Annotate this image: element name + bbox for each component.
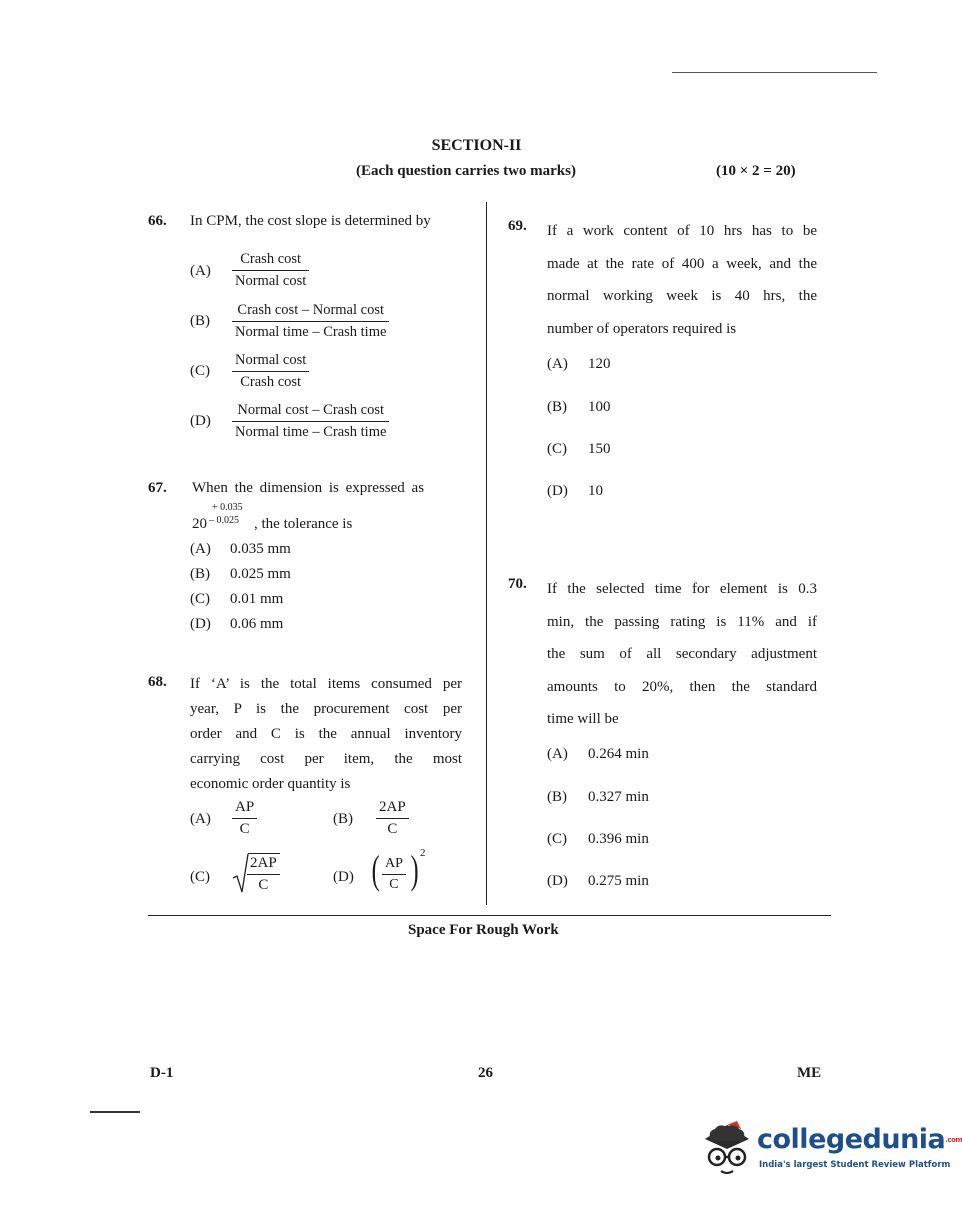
q68-text-line: If ‘A’ is the total items consumed per [190,676,462,692]
q67-option-b-value: 0.025 mm [230,566,291,582]
q68-option-d-open-paren: ( [371,847,380,892]
mascot-icon [697,1117,757,1179]
q67-option-a-label: (A) [190,541,211,557]
q70-option-c-label: (C) [547,831,567,847]
rough-work-label: Space For Rough Work [408,922,559,938]
q68-text-line: carrying cost per item, the most [190,751,462,767]
q68-option-c-label: (C) [190,869,210,885]
footer-subject: ME [797,1065,822,1081]
q67-text-tail: , the tolerance is [254,516,353,532]
q68-option-d-numerator: AP [382,856,406,875]
q66-option-b-numerator: Crash cost – Normal cost [232,302,389,322]
q70-text-line: the sum of all secondary adjustment [547,646,817,662]
q69-option-b-label: (B) [547,399,567,415]
q67-option-c-value: 0.01 mm [230,591,284,607]
q66-option-d-numerator: Normal cost – Crash cost [232,402,389,422]
q67-option-a-value: 0.035 mm [230,541,291,557]
q69-option-b-value: 100 [588,399,611,415]
collegedunia-logo [697,1117,962,1187]
q68-option-b-denominator: C [387,821,398,837]
logo-tagline: India's largest Student Review Platform [759,1160,951,1170]
q70-option-a-value: 0.264 min [588,746,649,762]
q67-dimension-expression [192,502,462,536]
q68-option-a-fraction [232,799,257,838]
q69-text [547,215,817,345]
q68-number: 68. [148,674,167,690]
q68-text-line: order and C is the annual inventory [190,726,462,742]
q66-option-c-fraction [232,352,309,391]
q69-text-line: number of operators required is [547,320,737,337]
q70-number: 70. [508,576,527,592]
q66-option-a-denominator: Normal cost [235,273,307,289]
q66-option-d-fraction [232,402,389,441]
q68-text-line: year, P is the procurement cost per [190,701,462,717]
rough-work-divider [148,915,831,916]
q68-option-d-exponent: 2 [420,847,426,859]
page-number: 26 [478,1065,493,1081]
q67-number: 67. [148,480,167,496]
q66-option-b-fraction [232,302,389,341]
column-divider [486,202,487,905]
q68-option-c-radical-bar [248,853,280,854]
q70-text-line: amounts to 20%, then the standard [547,678,817,695]
q70-text [547,573,817,736]
q68-text-line: economic order quantity is [190,776,351,792]
q70-option-b-label: (B) [547,789,567,805]
scan-artifact-line [672,72,877,73]
q70-text-line: If the selected time for element is 0.3 [547,581,817,597]
section-marks: (10 × 2 = 20) [716,163,796,179]
q67-option-d-value: 0.06 mm [230,616,284,632]
q69-option-d-value: 10 [588,483,603,499]
q70-option-d-value: 0.275 min [588,873,649,889]
logo-name: collegedunia [757,1124,946,1155]
q68-option-d-close-paren: ) [410,847,419,892]
q67-upper-deviation: + 0.035 [212,502,243,513]
section-title: SECTION-II [431,137,522,154]
section-subtitle: (Each question carries two marks) [356,163,576,179]
q67-option-b-label: (B) [190,566,210,582]
logo-suffix: .com [945,1136,962,1144]
q69-text-line: normal working week is 40 hrs, the [547,288,817,304]
q70-text-line: time will be [547,711,619,727]
q68-option-b-fraction [376,799,409,838]
q68-option-a-numerator: AP [232,799,257,819]
q69-option-c-value: 150 [588,441,611,457]
q66-option-b-label: (B) [190,313,210,329]
q66-option-c-numerator: Normal cost [232,352,309,372]
q66-text: In CPM, the cost slope is determined by [190,213,431,229]
q68-option-a-label: (A) [190,811,211,827]
q69-text-line: made at the rate of 400 a week, and the [547,255,817,272]
q66-option-a-numerator: Crash cost [232,251,309,271]
q67-lower-deviation: – 0.025 [209,515,239,526]
q68-option-b-label: (B) [333,811,353,827]
q70-option-b-value: 0.327 min [588,789,649,805]
scan-artifact-mark [90,1111,140,1113]
q68-option-c-numerator: 2AP [247,855,280,875]
q70-text-line: min, the passing rating is 11% and if [547,613,817,630]
q66-option-d-denominator: Normal time – Crash time [235,424,387,440]
q68-option-d-fraction [382,856,406,893]
q69-option-a-value: 120 [588,356,611,372]
q68-option-d-label: (D) [333,869,354,885]
q68-text [190,672,462,797]
q66-option-c-label: (C) [190,363,210,379]
q66-number: 66. [148,213,167,229]
q69-text-line: If a work content of 10 hrs has to be [547,223,817,239]
q67-option-c-label: (C) [190,591,210,607]
q69-option-c-label: (C) [547,441,567,457]
q68-option-a-denominator: C [239,821,250,837]
q70-option-a-label: (A) [547,746,568,762]
q69-option-a-label: (A) [547,356,568,372]
q67-base-dimension: 20 [192,516,207,532]
q68-option-d-denominator: C [389,877,399,892]
q67-option-d-label: (D) [190,616,211,632]
footer-code: D-1 [150,1065,174,1081]
q66-option-d-label: (D) [190,413,211,429]
q70-option-d-label: (D) [547,873,568,889]
q66-option-a-fraction [232,251,309,290]
logo-wordmark [757,1125,962,1155]
q66-option-a-label: (A) [190,263,211,279]
q69-number: 69. [508,218,527,234]
q69-option-d-label: (D) [547,483,568,499]
q66-option-b-denominator: Normal time – Crash time [235,324,387,340]
q67-text: When the dimension is expressed as [192,480,425,496]
q68-option-b-numerator: 2AP [376,799,409,819]
q66-option-c-denominator: Crash cost [240,374,302,390]
q68-option-c-fraction [247,855,280,894]
q70-option-c-value: 0.396 min [588,831,649,847]
q68-option-c-denominator: C [258,877,269,893]
